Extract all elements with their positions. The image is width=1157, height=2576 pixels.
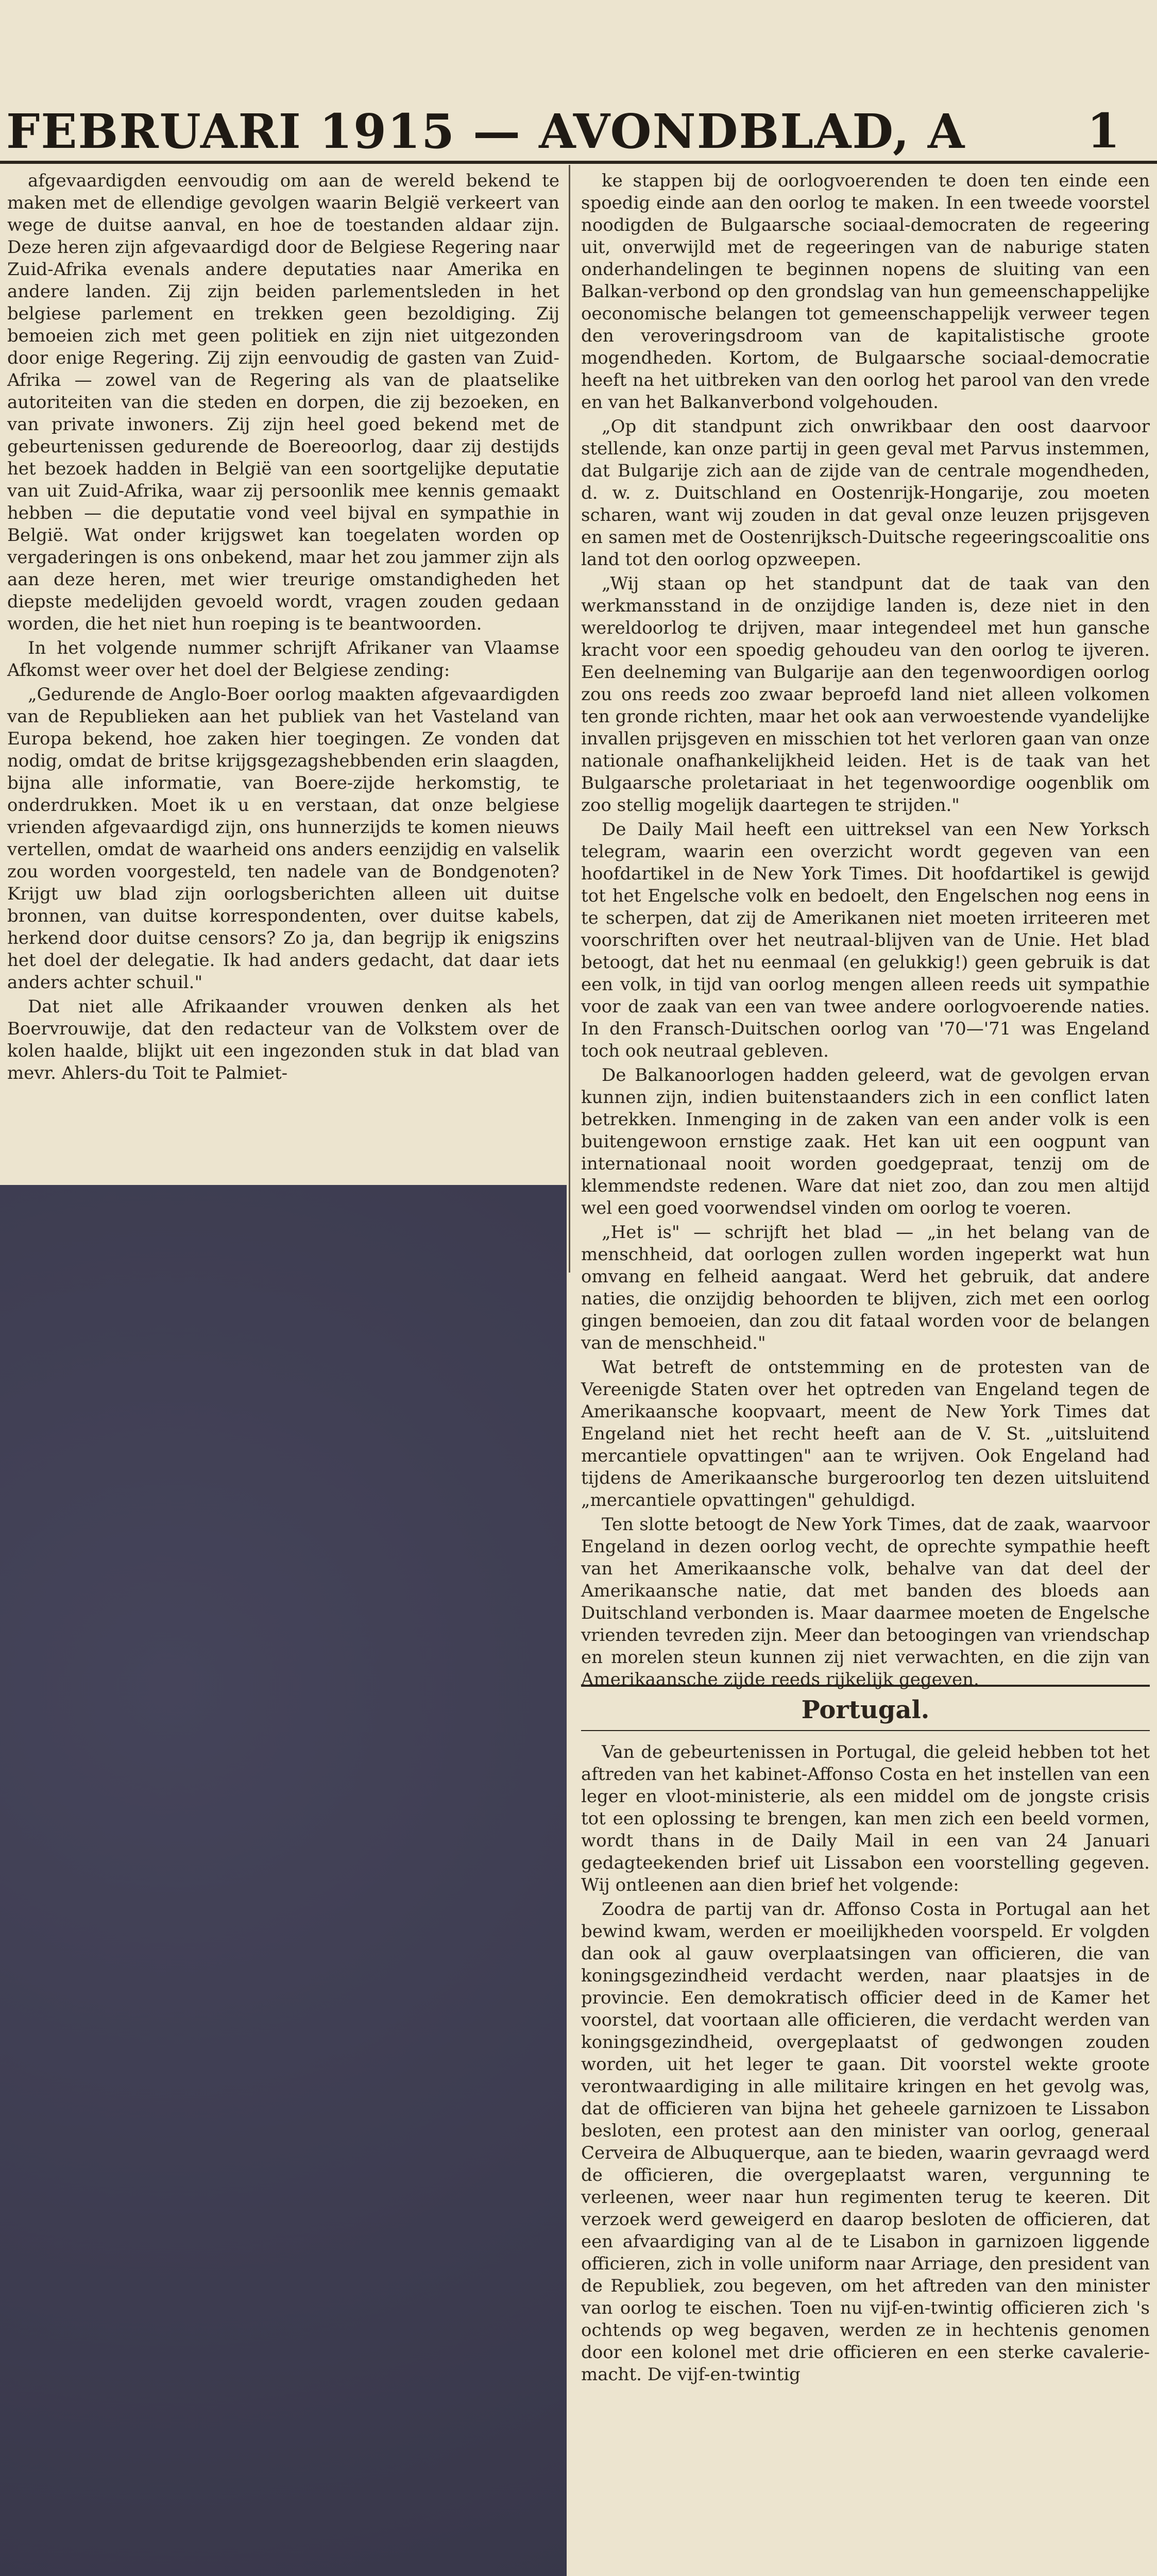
paragraph: In het volgende nummer schrijft Afrikaner van Vlaamse Afkomst weer over het doel der Belgiese zending: [7, 638, 559, 681]
masthead-rule [0, 161, 1157, 164]
masthead [0, 103, 1157, 160]
paragraph: ke stappen bij de oorlogvoerenden te doen ten einde een spoedig einde aan den oorlog te maken. In een tweede voorstel noodigden de Bulgaarsche sociaal-democraten de regeering uit, onverwijld met de regeeringen van de naburige staten onderhandelingen te beginnen nopens de sluiting van een Balkan-verbond op den grondslag van hun gemeenschappelijke oeconomische belangen tot gemeenschappelijk verweer tegen den veroveringsdroom van de kapitalistische groote mogendheden. Kortom, de Bulgaarsche sociaal-democratie heeft na het uitbreken van den oorlog het parool van den vrede en van het Balkanverbond volgehouden. [581, 171, 1150, 413]
right-column-top [581, 170, 1150, 1690]
paragraph: Dat niet alle Afrikaander vrouwen denken als het Boervrouwije, dat den redacteur van de Volkstem over de kolen haalde, blijkt uit een ingezonden stuk in dat blad van mevr. Ahlers-du Toit te Palmiet- [7, 996, 559, 1083]
paragraph: Wat betreft de ontstemming en de protesten van de Vereenigde Staten over het optreden van Engeland tegen de Amerikaansche koopvaart, meent de New York Times dat Engeland niet het recht heeft aan de V. St. „uitsluitend mercantiele opvattingen" aan te wrijven. Ook Engeland had tijdens de Amerikaansche burgeroorlog ten dezen uitsluitend „mercantiele opvattingen" gehuldigd. [581, 1357, 1150, 1511]
paragraph: „Wij staan op het standpunt dat de taak van den werkmansstand in de onzijdige landen is, deze niet in den wereldoorlog te drijven, maar integendeel met hun gansche kracht voor een spoedig gehoudeu van den oorlog te ijveren. Een deelneming van Bulgarije aan den tegenwoordigen oorlog zou ons reeds zoo zwaar beproefd land niet alleen volkomen ten gronde richten, maar het ook aan verwoestende vyandelijke invallen prijsgeven en misschien tot het verloren gaan van onze nationale onafhankelijkheid leiden. Het is de taak van het Bulgaarsche proletariaat in het tegenwoordige oogenblik om zoo stellig mogelijk daartegen te strijden." [581, 573, 1150, 816]
paragraph: „Op dit standpunt zich onwrikbaar den oost daarvoor stellende, kan onze partij in geen geval met Parvus instemmen, dat Bulgarije zich aan de zijde van de centrale mogendheden, d. w. z. Duitschland en Oostenrijk-Hongarije, zou moeten scharen, want wij zouden in dat geval onze leuzen prijsgeven en samen met de Oostenrijksch-Duitsche regeeringscoalitie ons land tot den oorlog opzweepen. [581, 416, 1150, 570]
column-divider [569, 165, 570, 1273]
paragraph: Van de gebeurtenissen in Portugal, die geleid hebben tot het aftreden van het kabinet-Affonso Costa en het instellen van een leger en vloot-ministerie, als een middel om de jongste crisis tot een oplossing te brengen, kan men zich een beeld vormen, wordt thans in de Daily Mail in een van 24 Januari gedagteekenden brief uit Lissabon een voorstelling gegeven. Wij ontleenen aan dien brief het volgende: [581, 1742, 1150, 1895]
paragraph: „Gedurende de Anglo-Boer oorlog maakten afgevaardigden van de Republieken aan het publiek van het Vasteland van Europa bekend, hoe zaken hier toegingen. Ze vonden dat nodig, omdat de britse krijgsgezagshebbenden erin slaagden, bijna alle informatie, van Boere-zijde herkomstig, te onderdrukken. Moet ik u en verstaan, dat onze belgiese vrienden afgevaardigd zijn, ons hunnerzijds te komen nieuws vertellen, omdat de waarheid ons anders eenzijdig en valselik zou worden voorgesteld, ten nadele van de Bondgenoten? Krijgt uw blad zijn oorlogsberichten alleen uit duitse bronnen, van duitse korrespondenten, over duitse kabels, herkend door duitse censors? Zo ja, dan begrijp ik enigszins het doel der delegatie. Ik had anders gedacht, dat daar iets anders achter schuil." [7, 684, 559, 993]
paragraph: De Balkanoorlogen hadden geleerd, wat de gevolgen ervan kunnen zijn, indien buitenstaanders zich in een conflict laten betrekken. Inmenging in de zaken van een ander volk is een buitengewoon ernstige zaak. Het kan uit een oogpunt van internationaal nooit worden goedgepraat, tenzij om de klemmendste redenen. Ware dat niet zoo, dan zou men altijd wel een goed voorwendsel vinden om oorlog te voeren. [581, 1065, 1150, 1218]
paragraph: De Daily Mail heeft een uittreksel van een New Yorksch telegram, waarin een overzicht wordt gegeven van een hoofdartikel in de New York Times. Dit hoofdartikel is gewijd tot het Engelsche volk en bedoelt, den Engelschen nog eens in te scherpen, dat zij de Amerikanen niet moeten irriteeren met voorschriften over het neutraal-blijven van de Unie. Het blad betoogt, dat het nu eenmaal (en gelukkig!) geen gebruik is dat een volk, in tijd van oorlog mengen alleen reeds uit sympathie voor de zaak van een van twee andere oorlogvoerende naties. In den Fransch-Duitschen oorlog van '70—'71 was Engeland toch ook neutraal gebleven. [581, 819, 1150, 1061]
backing-paper [0, 1185, 567, 2576]
paragraph: Ten slotte betoogt de New York Times, dat de zaak, waarvoor Engeland in dezen oorlog vecht, de oprechte sympathie heeft van het Amerikaansche volk, behalve van dat deel der Amerikaansche natie, dat met banden des bloeds aan Duitschland verbonden is. Maar daarmee moeten de Engelsche vrienden tevreden zijn. Meer dan betoogingen van vriendschap en morelen steun kunnen zij niet verwachten, en die zijn van Amerikaansche zijde reeds rijkelijk gegeven. [581, 1514, 1150, 1690]
left-column [7, 170, 559, 1175]
paragraph: „Het is" — schrijft het blad — „in het belang van de menschheid, dat oorlogen zullen worden ingeperkt wat hun omvang en felheid aangaat. Werd het gebruik, dat andere naties, die onzijdig behoorden te blijven, zich met een oorlog gingen bemoeien, dan zou dit fataal worden voor de belangen van de menschheid." [581, 1222, 1150, 1353]
paragraph: afgevaardigden eenvoudig om aan de wereld bekend te maken met de ellendige gevolgen waarin België verkeert van wege de duitse aanval, en hoe de toestanden aldaar zijn. Deze heren zijn afgevaardigd door de Belgiese Regering naar Zuid-Afrika evenals andere deputaties naar Amerika en andere landen. Zij zijn beiden parlementsleden in het belgiese parlement en trekken geen bezoldiging. Zij bemoeien zich met geen politiek en zijn niet uitgezonden door enige Regering. Zij zijn eenvoudig de gasten van Zuid-Afrika — zowel van de Regering als van de plaatselike autoriteiten van die steden en dorpen, die zij bezoeken, en van private inwoners. Zij zijn heel goed bekend met de gebeurtenissen gedurende de Boereoorlog, daar zij destijds het bezoek hadden in België van een soortgelijke deputatie van uit Zuid-Afrika, waar zij persoonlik mee kennis gemaakt hebben — die deputatie vond veel bijval en sympathie in België. Wat onder krijgswet kan toegelaten worden op vergaderingen is ons onbekend, maar het zou jammer zijn als aan deze heren, met wier treurige omstandigheden het diepste medelijden gevoeld wordt, vragen zouden gedaan worden, die het niet hun roeping is te beantwoorden. [7, 171, 559, 634]
page-number: 1 [1086, 103, 1121, 159]
right-column-portugal [581, 1741, 1150, 2576]
paragraph: Zoodra de partij van dr. Affonso Costa in Portugal aan het bewind kwam, werden er moeilijkheden voorspeld. Er volgden dan ook al gauw overplaatsingen van officieren, die van koningsgezindheid verdacht werden, naar plaatsjes in de provincie. Een demokratisch officier deed in de Kamer het voorstel, dat voortaan alle officieren, die verdacht werden van koningsgezindheid, overgeplaatst of gedwongen zouden worden, uit het leger te gaan. Dit voorstel wekte groote verontwaardiging in alle militaire kringen en het gevolg was, dat de officieren van bijna het geheele garnizoen te Lissabon besloten, een protest aan den minister van oorlog, generaal Cerveira de Albuquerque, aan te bieden, waarin gevraagd werd de officieren, die overgeplaatst waren, vergunning te verleenen, weer naar hun regimenten terug te keeren. Dit verzoek werd geweigerd en daarop besloten de officieren, dat een afvaardiging van al de te Lisabon in garnizoen liggende officieren, zich in volle uniform naar Arriage, den president van de Republiek, zou begeven, om het aftreden van den minister van oorlog te eischen. Toen nu vijf-en-twintig officieren zich 's ochtends op weg begaven, werden ze in hechtenis genomen door een kolonel met drie officieren en een sterke cavalerie-macht. De vijf-en-twintig [581, 1899, 1150, 2385]
section-heading-portugal: Portugal. [581, 1685, 1150, 1731]
masthead-title: FEBRUARI 1915 — AVONDBLAD, A [6, 104, 966, 159]
